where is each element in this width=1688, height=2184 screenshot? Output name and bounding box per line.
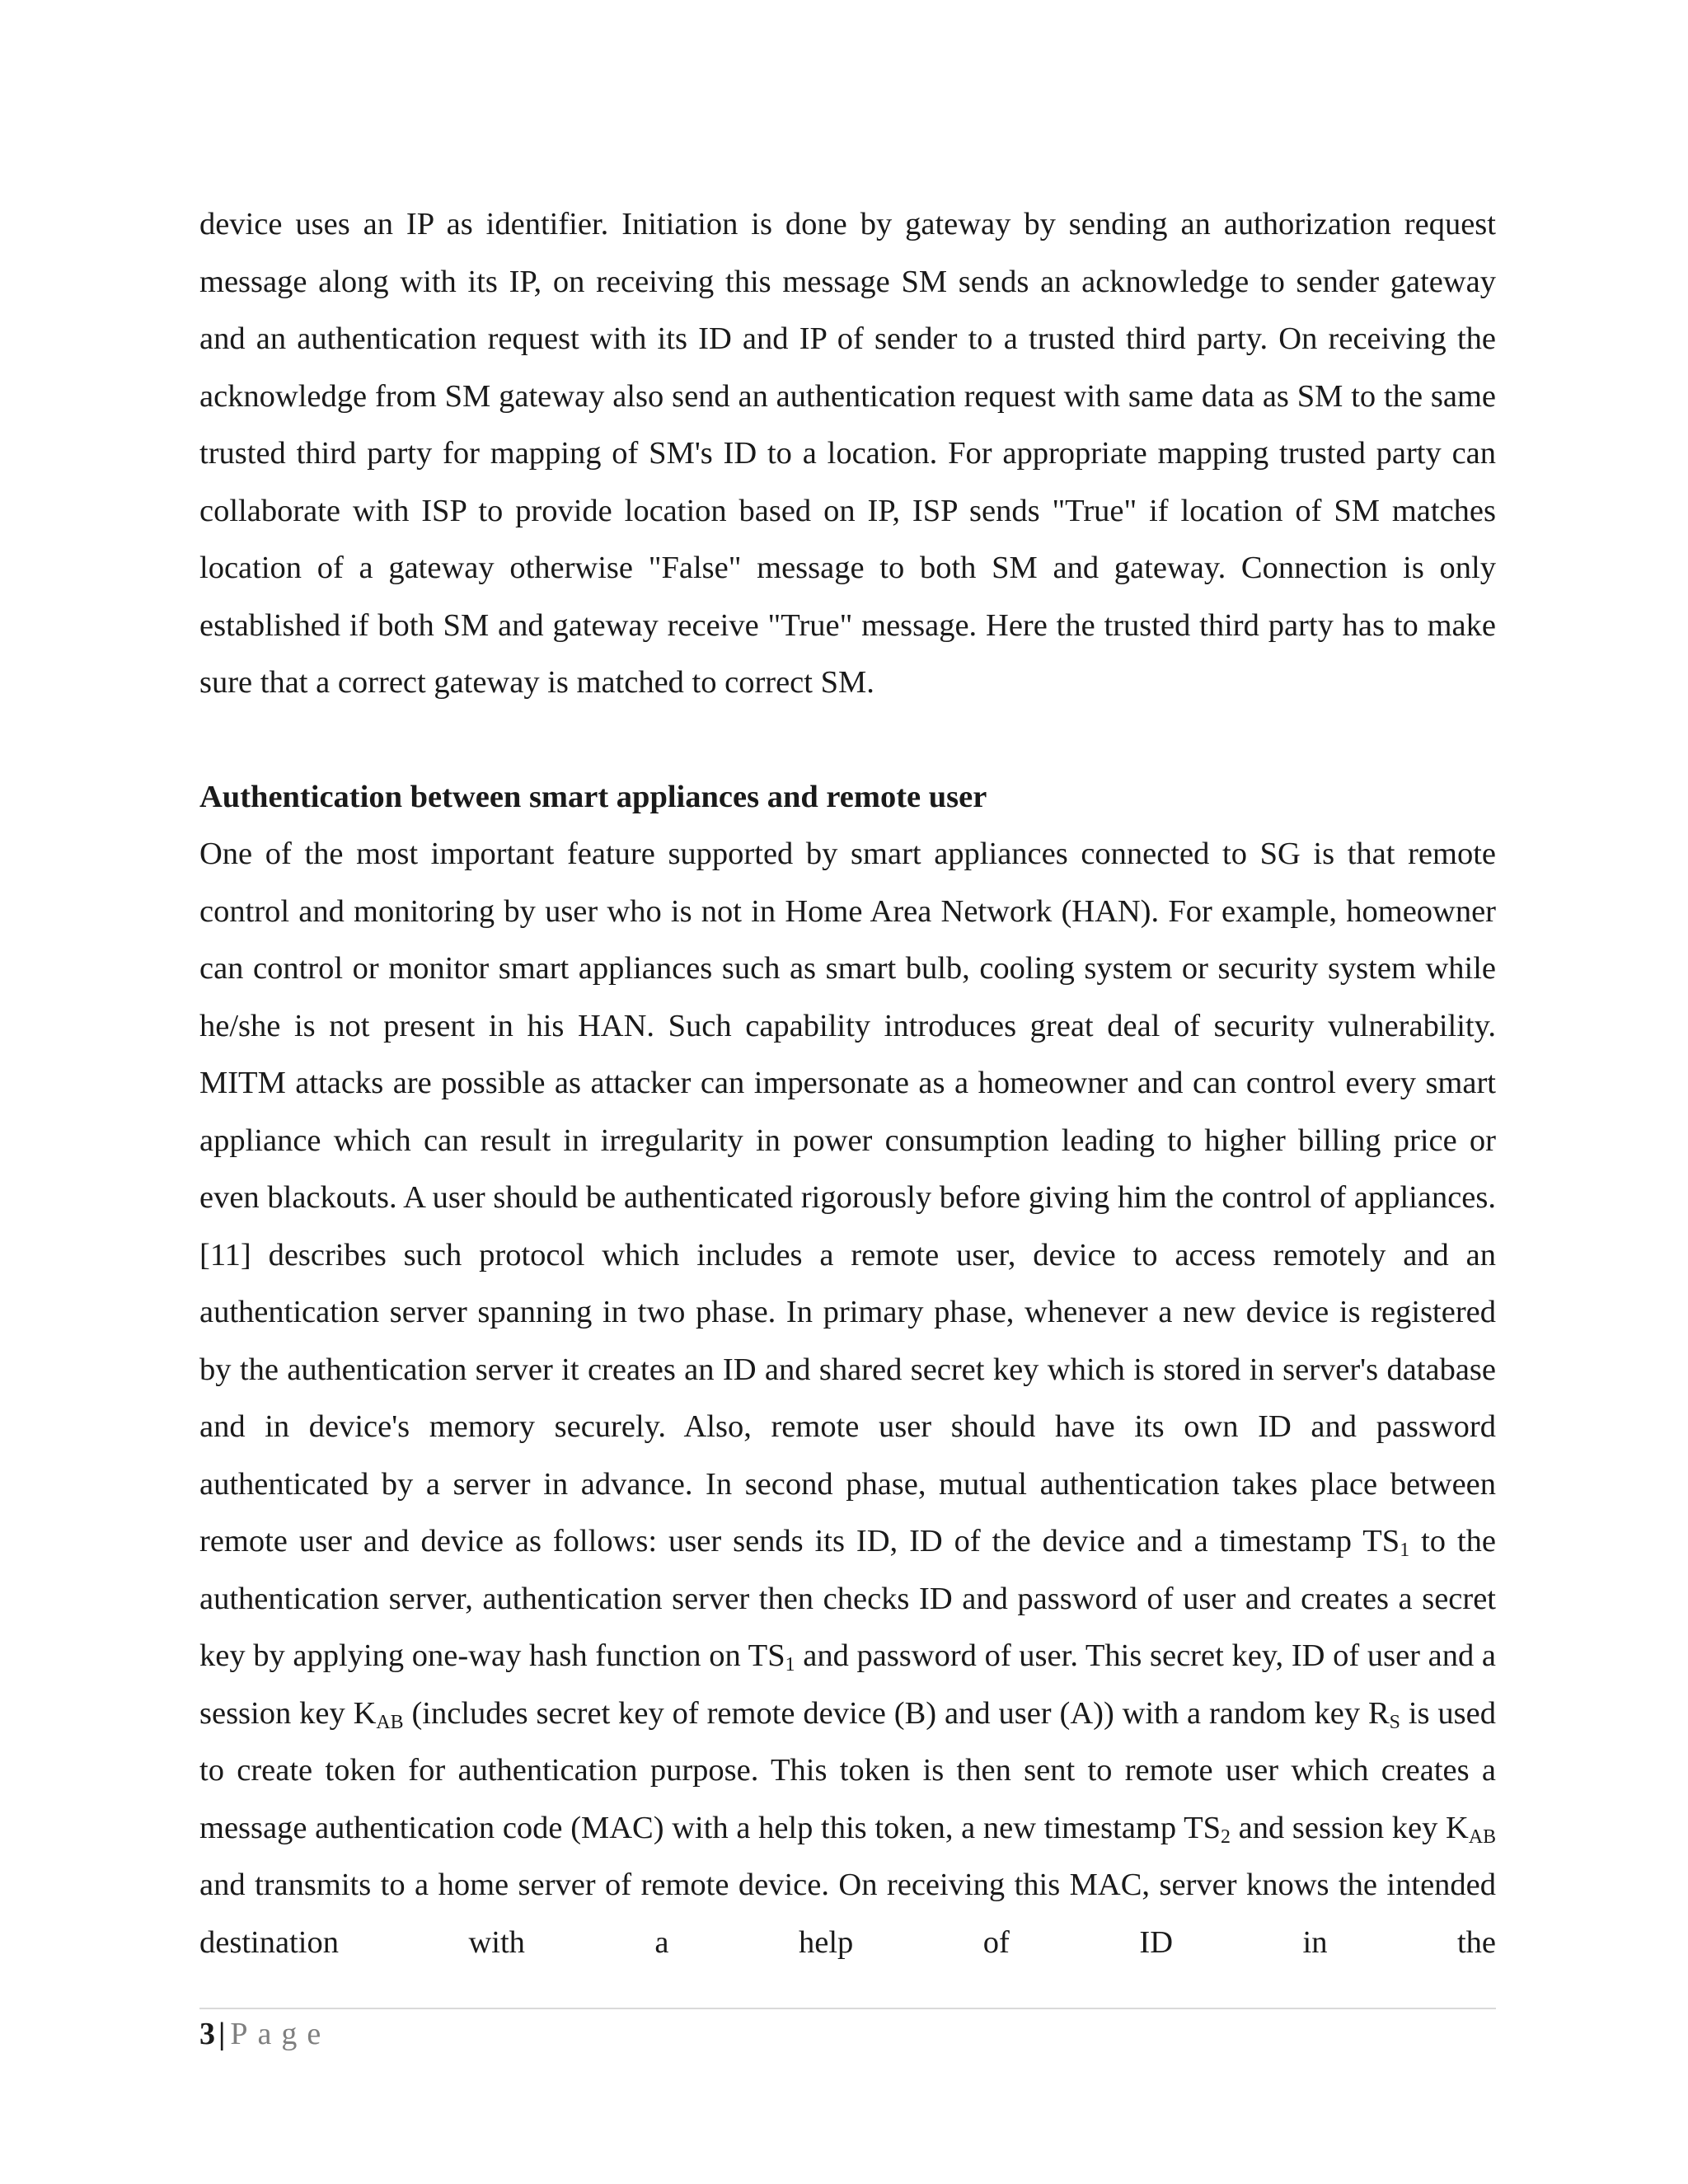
- text-run: to the authentication server, authentication server then checks ID and password of user and creates a secret key by applying one-way hash function on TS: [199, 1524, 1496, 1673]
- subscript: S: [1389, 1711, 1400, 1733]
- page-footer: [199, 2011, 331, 2057]
- text-run: (includes secret key of remote device (B) and user (A)) with a random key R: [403, 1695, 1390, 1731]
- footer-separator: |: [218, 2017, 226, 2051]
- subscript: AB: [1468, 1825, 1496, 1848]
- subscript: 2: [1221, 1825, 1231, 1848]
- text-run: One of the most important feature supported by smart appliances connected to SG is that remote control and monitoring by user who is not in Home Area Network (HAN). For example, homeowner can control or monitor smart appliances such as smart bulb, cooling system or security system while he/she is not present in his HAN. Such capability introduces great deal of security vulnerability. MITM attacks are possible as attacker can impersonate as a homeowner and can control every smart appliance which can result in irregularity in power consumption leading to higher billing price or even blackouts. A user should be authenticated rigorously before giving him the control of appliances. [11] describes such protocol which includes a remote user, device to access remotely and an authentication server spanning in two phase. In primary phase, whenever a new device is registered by the authentication server it creates an ID and shared secret key which is stored in server's database and in device's memory securely. Also, remote user should have its own ID and password authenticated by a server in advance. In second phase, mutual authentication takes place between remote user and device as follows: user sends its ID, ID of the device and a timestamp TS: [199, 837, 1496, 1558]
- subscript: AB: [376, 1711, 404, 1733]
- paragraph-gateway-authorization: device uses an IP as identifier. Initiation is done by gateway by sending an authorization request message along with its IP, on receiving this message SM sends an acknowledge to sender gateway and an authentication request with its ID and IP of sender to a trusted third party. On receiving the acknowledge from SM gateway also send an authentication request with same data as SM to the same trusted third party for mapping of SM's ID to a location. For appropriate mapping trusted party can collaborate with ISP to provide location based on IP, ISP sends "True" if location of SM matches location of a gateway otherwise "False" message to both SM and gateway. Connection is only established if both SM and gateway receive "True" message. Here the trusted third party has to make sure that a correct gateway is matched to correct SM.: [199, 207, 1496, 700]
- section-heading: Authentication between smart appliances and remote user: [199, 779, 987, 814]
- paragraph-remote-user-authentication: [199, 826, 1496, 1971]
- text-run: is used to create token for authentication purpose. This token is then sent to remote user which creates a message authentication code (MAC) with a help this token, a new timestamp TS: [199, 1695, 1496, 1845]
- page-label: Page: [230, 2017, 331, 2051]
- footer-divider: [199, 2008, 1496, 2009]
- subscript: 1: [1400, 1539, 1410, 1561]
- text-run: and session key K: [1230, 1810, 1469, 1845]
- subscript: 1: [785, 1653, 795, 1675]
- page-number: 3: [199, 2017, 215, 2051]
- text-run: and password of user. This secret key, ID of user and a session key K: [199, 1638, 1496, 1731]
- text-run: and transmits to a home server of remote device. On receiving this MAC, server knows the intended destination with a help of ID in the: [199, 1868, 1496, 1960]
- page-body: [199, 196, 1496, 1971]
